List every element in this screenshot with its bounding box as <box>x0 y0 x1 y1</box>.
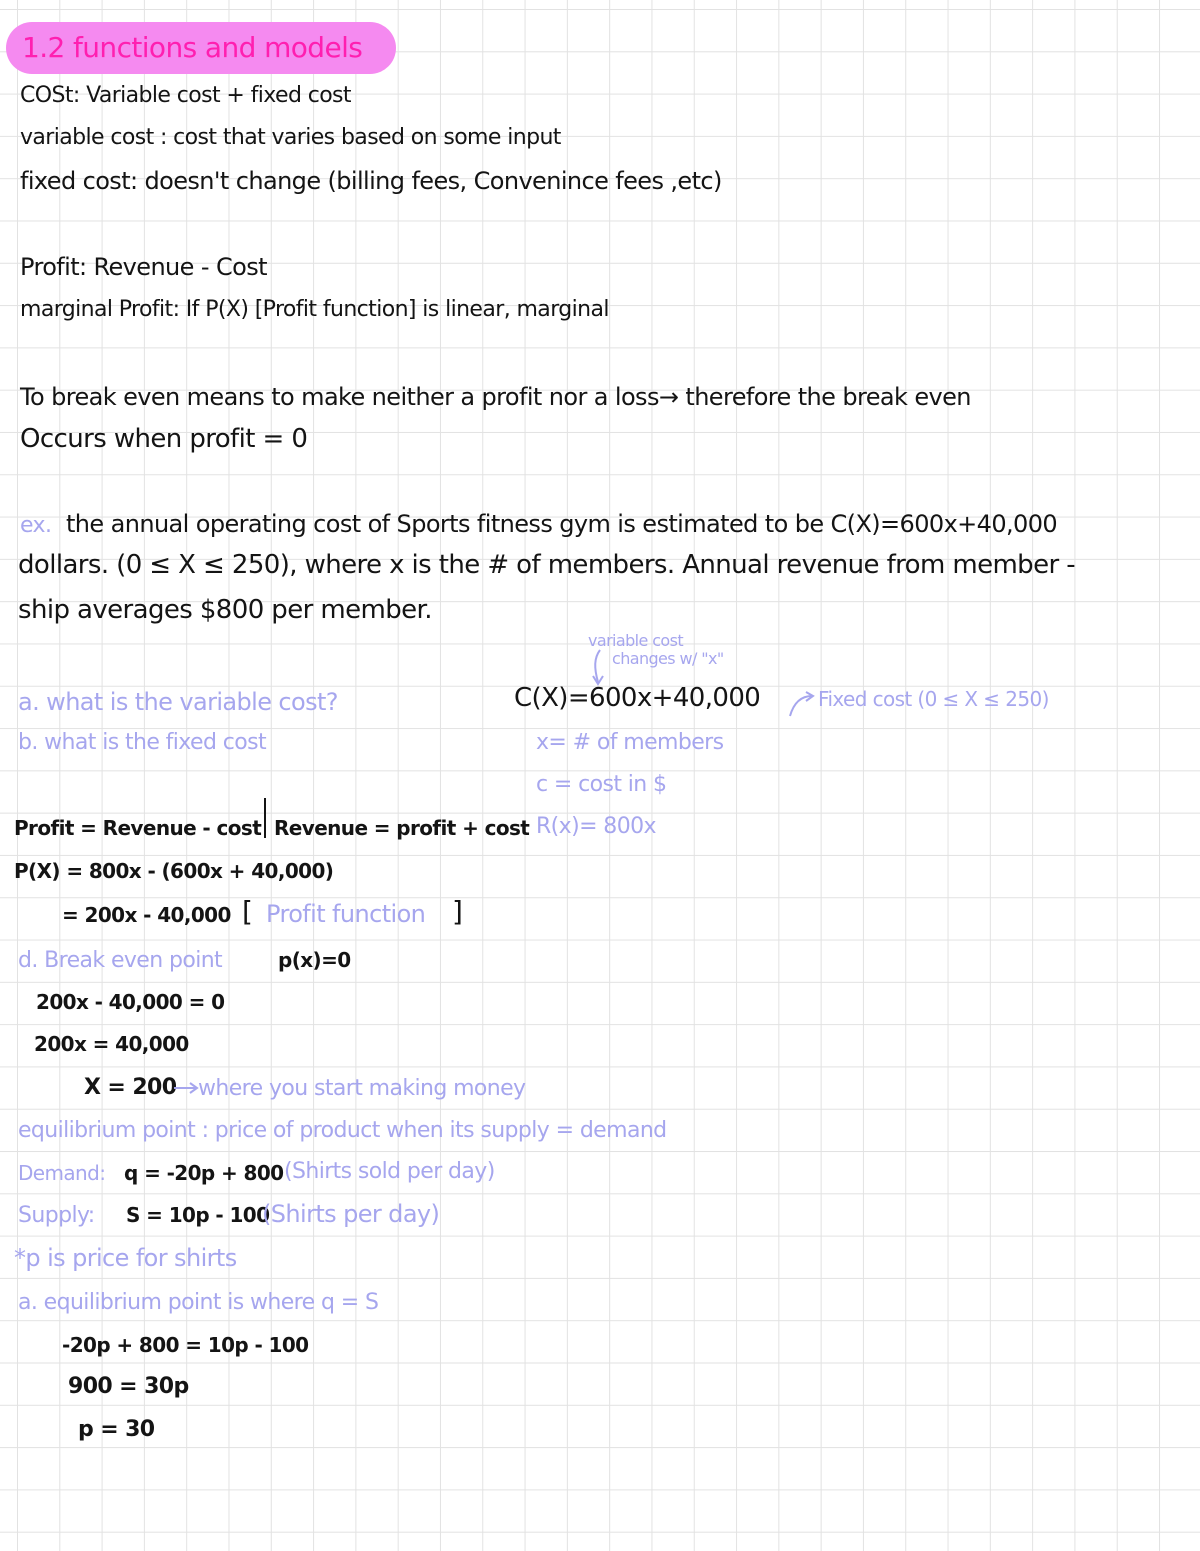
break-even-line-1: To break even means to make neither a profit nor a loss→ therefore the break even <box>20 383 971 411</box>
profit-function-label: Profit function <box>266 900 426 928</box>
example-label: ex. <box>20 513 52 538</box>
break-even-line-2: Occurs when profit = 0 <box>20 424 308 454</box>
formula-divider <box>264 798 266 838</box>
question-b: b. what is the fixed cost <box>18 730 266 755</box>
down-arrow-icon <box>590 648 610 688</box>
open-bracket: [ <box>242 895 253 928</box>
profit-definition: Profit: Revenue - Cost <box>20 253 267 281</box>
right-arrow-icon <box>172 1081 200 1095</box>
supply-label: Supply: <box>18 1203 95 1228</box>
profit-formula: Profit = Revenue - cost <box>14 816 262 840</box>
supply-equation: S = 10p - 100 <box>126 1203 270 1227</box>
break-even-condition: p(x)=0 <box>278 948 351 972</box>
variable-cost-definition: variable cost : cost that varies based on some input <box>20 125 561 150</box>
equilibrium-step-1: -20p + 800 = 10p - 100 <box>62 1333 309 1357</box>
marginal-profit-definition: marginal Profit: If P(X) [Profit function] is linear, marginal <box>20 297 609 322</box>
break-even-step-2: 200x = 40,000 <box>34 1032 189 1056</box>
profit-simplified: = 200x - 40,000 <box>62 903 231 927</box>
example-line-2: dollars. (0 ≤ X ≤ 250), where x is the # of members. Annual revenue from member - <box>18 550 1076 580</box>
page-title: 1.2 functions and models <box>22 31 363 64</box>
fixed-cost-annotation: Fixed cost (0 ≤ X ≤ 250) <box>818 687 1049 711</box>
equilibrium-step-2: 900 = 30p <box>68 1374 189 1399</box>
break-even-label: d. Break even point <box>18 948 223 973</box>
equilibrium-definition: equilibrium point : price of product when its supply = demand <box>18 1118 667 1143</box>
equilibrium-a-label: a. equilibrium point is where q = S <box>18 1290 379 1315</box>
variable-cost-annotation: variable cost <box>588 631 684 650</box>
c-definition: c = cost in $ <box>536 772 667 797</box>
revenue-formula: Revenue = profit + cost <box>274 816 530 840</box>
example-line-3: ship averages $800 per member. <box>18 595 432 625</box>
example-line-1: the annual operating cost of Sports fitness gym is estimated to be C(X)=600x+40,000 <box>66 510 1058 538</box>
break-even-step-3: X = 200 <box>84 1075 177 1100</box>
question-a: a. what is the variable cost? <box>18 688 338 716</box>
break-even-step-1: 200x - 40,000 = 0 <box>36 990 225 1014</box>
supply-note: (Shirts per day) <box>262 1200 440 1228</box>
break-even-note: where you start making money <box>198 1076 526 1101</box>
cost-definition: COSt: Variable cost + fixed cost <box>20 83 351 108</box>
cost-function: C(X)=600x+40,000 <box>514 683 761 713</box>
revenue-function: R(x)= 800x <box>536 814 656 839</box>
profit-of-x: P(X) = 800x - (600x + 40,000) <box>14 859 334 883</box>
demand-equation: q = -20p + 800 <box>124 1161 284 1185</box>
curved-arrow-icon <box>786 690 816 720</box>
price-note: *p is price for shirts <box>14 1244 237 1272</box>
fixed-cost-definition: fixed cost: doesn't change (billing fees, Convenince fees ,etc) <box>20 167 722 195</box>
equilibrium-step-3: p = 30 <box>78 1417 155 1442</box>
x-definition: x= # of members <box>536 730 724 755</box>
changes-with-x-annotation: changes w/ "x" <box>612 649 724 668</box>
demand-label: Demand: <box>18 1161 106 1185</box>
demand-note: (Shirts sold per day) <box>284 1159 495 1184</box>
close-bracket: ] <box>452 895 463 928</box>
